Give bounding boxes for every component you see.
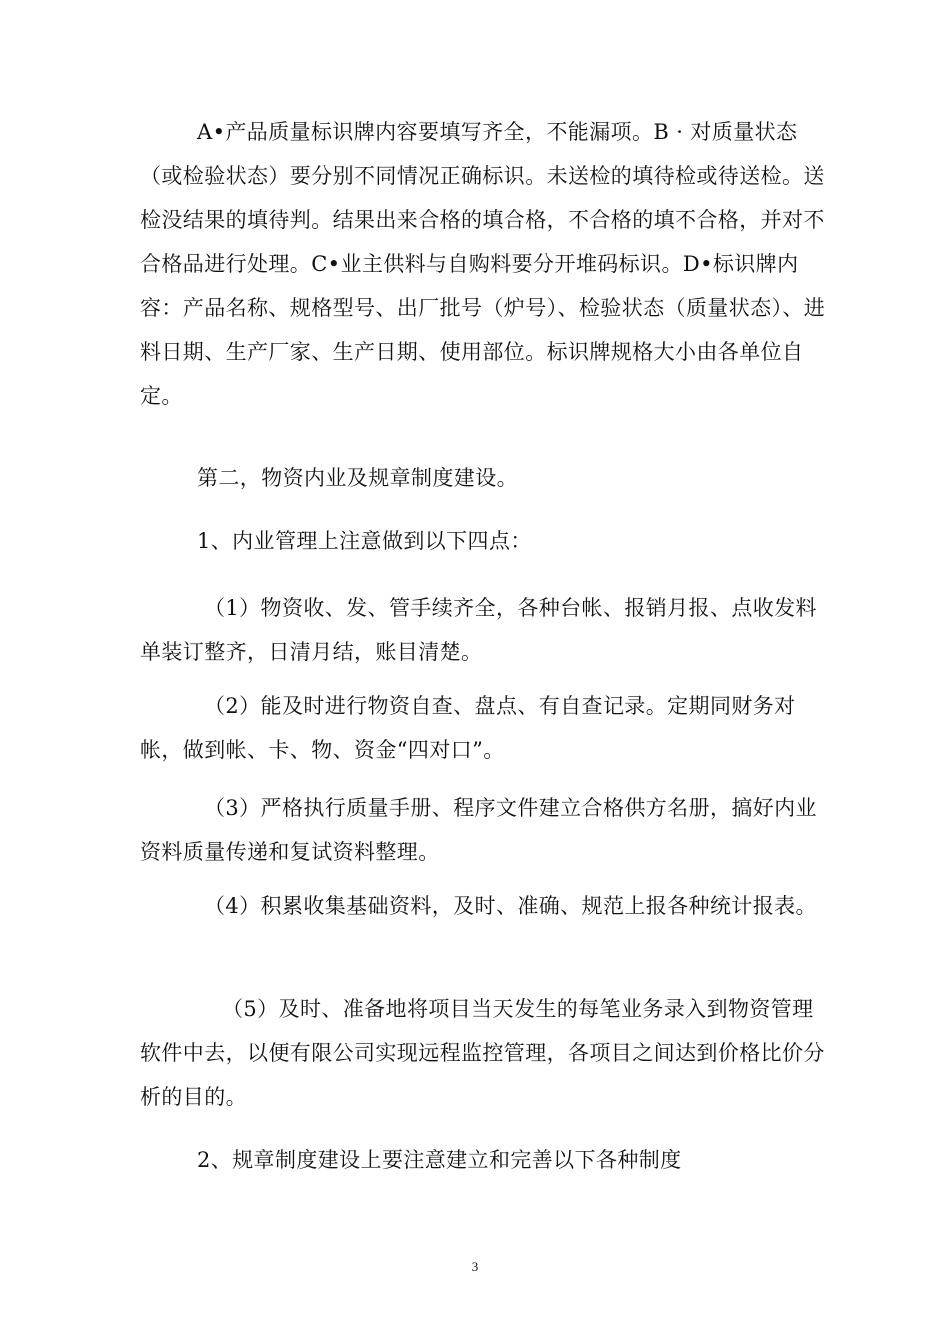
paragraph-item-3: （3）严格执行质量手册、程序文件建立合格供方名册，搞好内业资料质量传递和复试资料整理。 — [140, 796, 817, 864]
paragraph-item-2: （2）能及时进行物资自查、盘点、有自查记录。定期同财务对帐，做到帐、卡、物、资金“四对口”。 — [140, 694, 796, 762]
paragraph-labeling-requirements: A•产品质量标识牌内容要填写齐全，不能漏项。B · 对质量状态（或检验状态）要分别不同情况正确标识。未送检的填待检或待送检。送检没结果的填待判。结果出来合格的填合格，不合格的填不合格，并对不合格品进行处理。C•业主供料与自购料要分开堆码标识。D•标识牌内容：产品名称、规格型号、出厂批号（炉号）、检验状态（质量状态）、进料日期、生产厂家、生产日期、使用部位。标识牌规格大小由各单位自定。 — [140, 120, 826, 408]
paragraph-internal-management-heading: 1、内业管理上注意做到以下四点： — [197, 529, 532, 553]
paragraph-item-4: （4）积累收集基础资料，及时、准确、规范上报各种统计报表。 — [204, 894, 817, 918]
paragraph-item-1: （1）物资收、发、管手续齐全，各种台帐、报销月报、点收发料单装订整齐，日清月结，账目清楚。 — [140, 596, 817, 664]
paragraph-item-5: （5）及时、准备地将项目当天发生的每笔业务录入到物资管理软件中去，以便有限公司实现远程监控管理，各项目之间达到价格比价分析的目的。 — [140, 997, 825, 1109]
page-number: 3 — [471, 1259, 479, 1274]
paragraph-section-two-heading: 第二，物资内业及规章制度建设。 — [197, 466, 518, 490]
paragraph-rules-heading: 2、规章制度建设上要注意建立和完善以下各种制度 — [197, 1148, 682, 1172]
